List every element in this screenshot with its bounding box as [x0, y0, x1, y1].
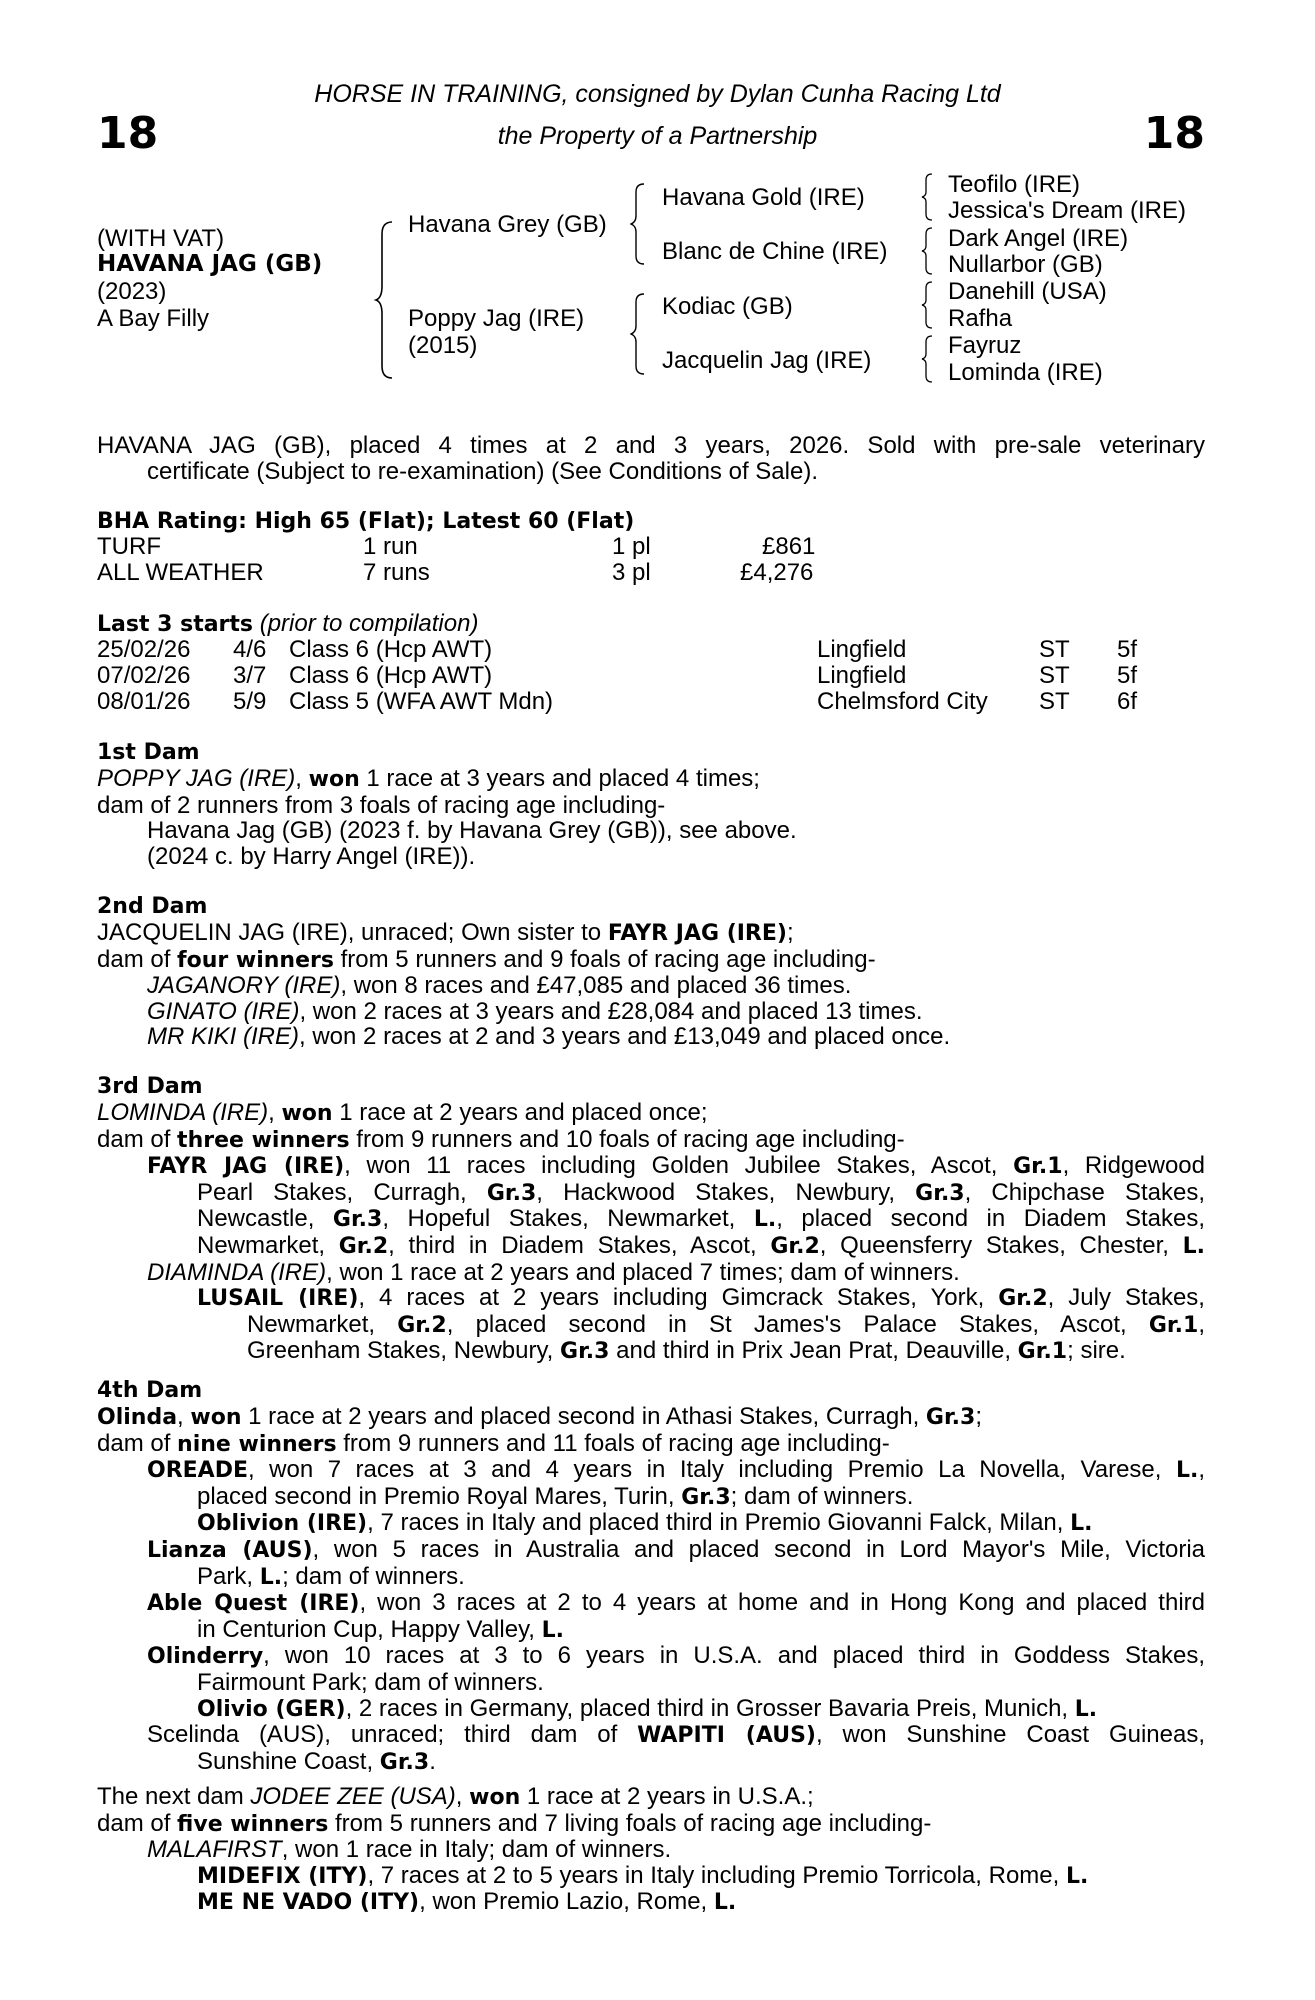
placed: 3 pl [612, 559, 651, 586]
pedigree-dds: Fayruz [948, 332, 1022, 359]
placed: 1 pl [612, 533, 651, 560]
lot-number-right: 18 [1143, 108, 1205, 159]
intro-line-1: HAVANA JAG (GB), placed 4 times at 2 and 3 years, 2026. Sold with pre-sale veterinary [97, 432, 1205, 459]
pedigree-sds: Dark Angel (IRE) [948, 225, 1129, 252]
first-dam-text: POPPY JAG (IRE), won 1 race at 3 years and placed 4 times; dam of 2 runners from 3 foals of racing age including- Havana Jag (GB) (2023 f. by Havana Grey (GB)), see above. (2024 c. by Harry Angel (IRE)). [97, 765, 797, 870]
pedigree-dam-dam: Jacquelin Jag (IRE) [662, 347, 872, 374]
fourth-dam-heading: 4th Dam [97, 1378, 203, 1403]
pedigree-sire: Havana Grey (GB) [408, 211, 607, 238]
pedigree-sire-sire: Havana Gold (IRE) [662, 184, 865, 211]
pedigree-brace-sire [630, 182, 654, 266]
pedigree-sss: Teofilo (IRE) [948, 171, 1081, 198]
pedigree-brace-ds [920, 280, 940, 330]
pedigree-brace-sd [920, 226, 940, 276]
vat-note: (WITH VAT) [97, 225, 225, 252]
pedigree-brace-main [370, 220, 400, 380]
horse-description: A Bay Filly [97, 305, 210, 332]
pedigree-sdd: Nullarbor (GB) [948, 251, 1103, 278]
lot-number-left: 18 [97, 108, 159, 159]
record-row-turf [97, 534, 1197, 560]
pedigree-dam-year: (2015) [408, 332, 478, 359]
prize: £4,276 [740, 559, 814, 586]
pedigree-dam-sire: Kodiac (GB) [662, 293, 793, 320]
third-dam-heading: 3rd Dam [97, 1074, 203, 1099]
horse-name: HAVANA JAG (GB) [97, 251, 323, 277]
next-dam-text: The next dam JODEE ZEE (USA), won 1 race at 2 years in U.S.A.; dam of five winners from 5 runners and 7 living foals of racing age including- MALAFIRST, won 1 race in Italy; dam of winners. MIDEFIX (ITY), 7 races at 2 to 5 years in Italy including Premio Torricola, Rome, L. ME NE VADO (ITY), won Premio Lazio, Rome, L. [97, 1783, 1089, 1916]
pedigree-brace-dd [920, 334, 940, 384]
surface: TURF [97, 533, 161, 560]
bha-rating-heading: BHA Rating: High 65 (Flat); Latest 60 (Flat) [97, 509, 635, 534]
consignor-line: HORSE IN TRAINING, consigned by Dylan Cunha Racing Ltd [314, 80, 1001, 108]
start-row: 07/02/26 3/7 Class 6 (Hcp AWT) Lingfield ST 5f [97, 662, 1138, 689]
record-row-all-weather [97, 560, 1197, 586]
property-line: the Property of a Partnership [497, 122, 818, 150]
pedigree-dam: Poppy Jag (IRE) [408, 305, 585, 332]
pedigree-ssd: Jessica's Dream (IRE) [948, 197, 1186, 224]
third-dam-text: LOMINDA (IRE), won 1 race at 2 years and placed once; dam of three winners from 9 runners and 10 foals of racing age including- FAYR JAG (IRE), won 11 races including Golden Jubilee Stakes, Ascot, Gr.1, Ridgewood Pearl Stakes, Curragh, Gr.3, Hackwood Stakes, Newbury, Gr.3, Chipchase Stakes, Newcastle, Gr.3, Hopeful Stakes, Newmarket, L., placed second in Diadem Stakes, Newmarket, Gr.2, third in Diadem Stakes, Ascot, Gr.2, Queensferry Stakes, Chester, L. DIAMINDA (IRE), won 1 race at 2 years and placed 7 times; dam of winners. LUSAIL (IRE), 4 races at 2 years including Gimcrack Stakes, York, Gr.2, July Stakes, Newmarket, Gr.2, placed second in St James's Palace Stakes, Ascot, Gr.1, Greenham Stakes, Newbury, Gr.3 and third in Prix Jean Prat, Deauville, Gr.1; sire. [97, 1099, 1205, 1365]
pedigree-dsd: Rafha [948, 305, 1013, 332]
intro-paragraph [97, 433, 1205, 484]
surface: ALL WEATHER [97, 559, 264, 586]
intro-line-2: certificate (Subject to re-examination) (See Conditions of Sale). [147, 457, 818, 485]
pedigree-sire-dam: Blanc de Chine (IRE) [662, 238, 888, 265]
pedigree-dss: Danehill (USA) [948, 278, 1107, 305]
second-dam-text: JACQUELIN JAG (IRE), unraced; Own sister to FAYR JAG (IRE); dam of four winners from 5 runners and 9 foals of racing age including- JAGANORY (IRE), won 8 races and £47,085 and placed 36 times. GINATO (IRE), won 2 races at 3 years and £28,084 and placed 13 times. MR KIKI (IRE), won 2 races at 2 and 3 years and £13,049 and placed once. [97, 919, 951, 1051]
pedigree-brace-ss [920, 172, 940, 222]
runs: 7 runs [363, 559, 430, 586]
start-row: 08/01/26 5/9 Class 5 (WFA AWT Mdn) Chelmsford City ST 6f [97, 688, 1138, 715]
horse-year: (2023) [97, 278, 167, 305]
start-row: 25/02/26 4/6 Class 6 (Hcp AWT) Lingfield ST 5f [97, 636, 1138, 663]
prize: £861 [762, 533, 816, 560]
second-dam-heading: 2nd Dam [97, 894, 208, 919]
first-dam-heading: 1st Dam [97, 740, 200, 765]
pedigree-brace-dam [630, 292, 654, 376]
pedigree-ddd: Lominda (IRE) [948, 359, 1103, 386]
last-starts-heading: Last 3 starts (prior to compilation) [97, 610, 479, 637]
runs: 1 run [363, 533, 418, 560]
fourth-dam-text: Olinda, won 1 race at 2 years and placed second in Athasi Stakes, Curragh, Gr.3; dam of nine winners from 9 runners and 11 foals of racing age including- OREADE, won 7 races at 3 and 4 years in Italy including Premio La Novella, Varese, L., placed second in Premio Royal Mares, Turin, Gr.3; dam of winners. Oblivion (IRE), 7 races in Italy and placed third in Premio Giovanni Falck, Milan, L. Lianza (AUS), won 5 races in Australia and placed second in Lord Mayor's Mile, Victoria Park, L.; dam of winners. Able Quest (IRE), won 3 races at 2 to 4 years at home and in Hong Kong and placed third in Centurion Cup, Happy Valley, L. Olinderry, won 10 races at 3 to 6 years in U.S.A. and placed third in Goddess Stakes, Fairmount Park; dam of winners. Olivio (GER), 2 races in Germany, placed third in Grosser Bavaria Preis, Munich, L. Scelinda (AUS), unraced; third dam of WAPITI (AUS), won Sunshine Coast Guineas, Sunshine Coast, Gr.3. [97, 1403, 1206, 1775]
